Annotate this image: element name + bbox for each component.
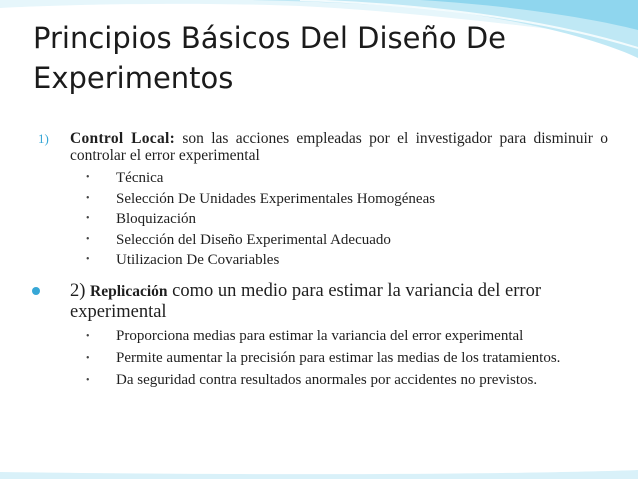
item-text: como un medio para estimar la variancia del error experimental: [70, 280, 541, 322]
list-item: • Da seguridad contra resultados anormales por accidentes no previstos.: [86, 371, 538, 388]
bullet-icon: •: [86, 233, 90, 245]
list-item: • Bloquización: [86, 209, 608, 230]
item-lead: Replicación: [90, 282, 168, 300]
list-item: • Técnica: [86, 168, 608, 189]
bullet-icon: •: [86, 172, 90, 183]
bullet-icon: •: [86, 213, 90, 224]
list-item: • Utilizacion De Covariables: [86, 250, 608, 271]
bullet-icon: •: [86, 192, 90, 204]
slide-content: [38, 130, 608, 394]
item-number: 1): [38, 131, 49, 146]
replicacion-subitems: [86, 328, 608, 388]
item-number: 2): [70, 280, 86, 301]
bullet-dot-icon: [32, 287, 40, 295]
bullet-icon: •: [86, 352, 90, 364]
item-lead: Control Local:: [70, 130, 176, 147]
bullet-icon: •: [86, 330, 90, 342]
list-item: • Selección De Unidades Experimentales Homogéneas: [86, 189, 608, 210]
list-item: • Selección del Diseño Experimental Adecuado: [86, 230, 608, 251]
principle-replicacion: [38, 281, 608, 322]
item-text: son las acciones empleadas por el investigador para disminuir o controlar el error experimental: [70, 130, 608, 164]
list-item: • Permite aumentar la precisión para estimar las medias de los tratamientos.: [86, 349, 561, 366]
list-item: • Proporciona medias para estimar la variancia del error experimental: [86, 327, 524, 344]
bullet-icon: •: [86, 374, 90, 386]
principle-control-local: [38, 130, 608, 164]
slide-title: Principios Básicos Del Diseño De Experimentos: [33, 21, 507, 95]
bullet-icon: •: [86, 254, 90, 265]
control-local-subitems: [86, 168, 608, 271]
